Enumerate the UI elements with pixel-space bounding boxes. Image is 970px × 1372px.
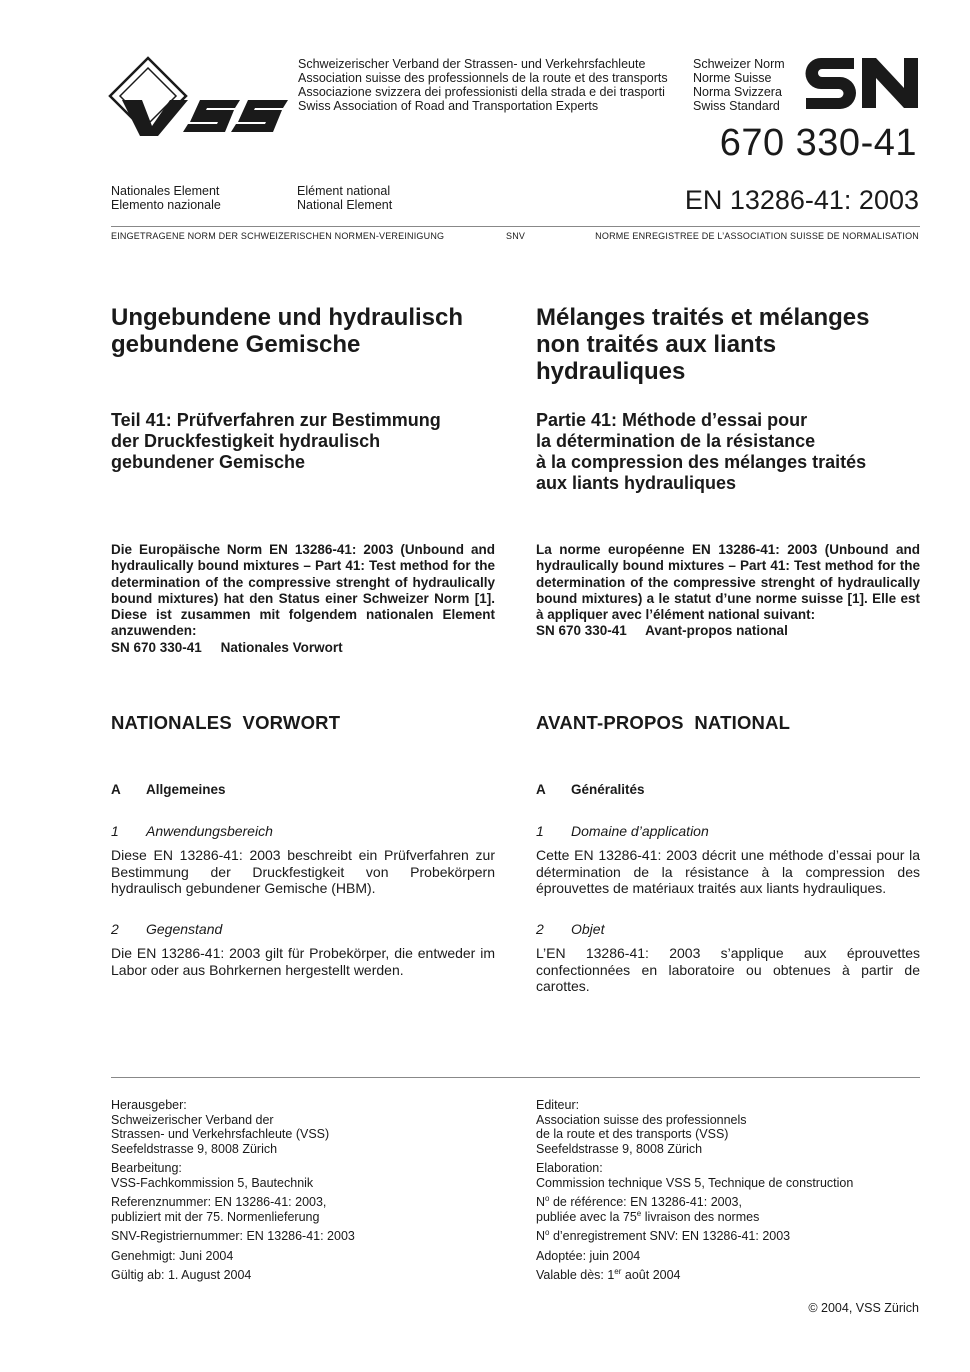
german-column bbox=[111, 304, 495, 473]
page-subtitle: Teil 41: Prüfverfahren zur Bestimmung der Druckfestigkeit hydraulisch gebundener Gemische bbox=[111, 410, 441, 472]
subsection-title: Allgemeines bbox=[146, 782, 226, 797]
clause-number: 1 bbox=[536, 823, 544, 839]
clause-title: Domaine d’application bbox=[571, 823, 709, 839]
french-intro bbox=[536, 542, 920, 640]
norm-label: Norma Svizzera bbox=[693, 85, 782, 99]
norm-labels bbox=[693, 57, 785, 113]
element-right bbox=[297, 184, 392, 212]
reference-line: Referenznummer: EN 13286-41: 2003, bbox=[111, 1195, 327, 1209]
intro-reference: SN 670 330-41 Avant-propos national bbox=[536, 623, 788, 639]
reference-line: publiée avec la 75e livraison des normes bbox=[536, 1208, 760, 1224]
copyright: © 2004, VSS Zürich bbox=[808, 1301, 919, 1315]
section-heading: AVANT-PROPOS NATIONAL bbox=[536, 712, 791, 733]
registered-mid: SNV bbox=[506, 231, 526, 241]
snv-registration: SNV-Registriernummer: EN 13286-41: 2003 bbox=[111, 1229, 355, 1243]
norm-label: Swiss Standard bbox=[693, 99, 780, 113]
approved-date: Adoptée: juin 2004 bbox=[536, 1248, 641, 1263]
element-label: Elemento nazionale bbox=[111, 198, 221, 212]
page-title: Ungebundene und hydraulisch gebundene Gemische bbox=[111, 304, 464, 358]
page-subtitle: Partie 41: Méthode d’essai pour la détermination de la résistance à la compression des mélanges traités aux liants hydrauliques bbox=[536, 410, 867, 493]
header-divider bbox=[111, 226, 920, 227]
association-line: Associazione svizzera dei professionisti della strada e dei trasporti bbox=[298, 85, 665, 99]
en-number: EN 13286-41: 2003 bbox=[684, 185, 919, 215]
norm-number: 670 330-41 bbox=[719, 122, 917, 164]
clause-heading bbox=[111, 921, 222, 937]
vss-logo bbox=[108, 56, 290, 140]
clause-number: 2 bbox=[111, 921, 119, 937]
edit-value: Commission technique VSS 5, Technique de construction bbox=[536, 1175, 854, 1190]
publisher-label: Editeur: bbox=[536, 1098, 580, 1112]
edit-label: Elaboration: bbox=[536, 1161, 603, 1175]
clause-heading bbox=[111, 823, 273, 839]
element-label: Nationales Element bbox=[111, 184, 220, 198]
footer-divider bbox=[111, 1077, 920, 1078]
reference-line: $N^o$ de référence: EN 13286-41: 2003, bbox=[536, 1194, 742, 1209]
intro-reference: SN 670 330-41 Nationales Vorwort bbox=[111, 639, 343, 655]
footer-french bbox=[536, 1098, 920, 1283]
edit-value: VSS-Fachkommission 5, Bautechnik bbox=[111, 1175, 314, 1190]
publisher-line: Association suisse des professionnels bbox=[536, 1112, 747, 1127]
registered-right: NORME ENREGISTREE DE L’ASSOCIATION SUISSE DE NORMALISATION bbox=[595, 231, 919, 241]
association-line: Swiss Association of Road and Transportation Experts bbox=[298, 99, 599, 113]
clause-text: L’EN 13286-41: 2003 s’applique aux éprouvettes confectionnées en laboratoire ou obtenues à partir de carottes. bbox=[536, 945, 920, 994]
clause-text: Diese EN 13286-41: 2003 beschreibt ein Prüfverfahren zur Bestimmung der Druckfestigkeit von Probekörpern hydraulisch gebundener Gemische (HBM). bbox=[111, 847, 495, 896]
publisher-line: de la route et des transports (VSS) bbox=[536, 1127, 729, 1141]
element-label: Elément national bbox=[297, 184, 391, 198]
norm-label: Norme Suisse bbox=[693, 71, 772, 85]
subsection-heading bbox=[111, 782, 226, 798]
clause-heading bbox=[536, 823, 709, 839]
clause-text: Die EN 13286-41: 2003 gilt für Probekörper, die entweder im Labor oder aus Bohrkernen hergestellt werden. bbox=[111, 945, 495, 978]
clause-number: 2 bbox=[536, 921, 544, 937]
publisher-line: Seefeldstrasse 9, 8008 Zürich bbox=[536, 1141, 703, 1156]
french-column bbox=[536, 304, 920, 494]
element-left bbox=[111, 184, 221, 212]
subsection-title: Généralités bbox=[571, 782, 645, 797]
approved-date: Genehmigt: Juni 2004 bbox=[111, 1248, 234, 1263]
german-intro bbox=[111, 542, 495, 656]
valid-date: Valable dès: 1er août 2004 bbox=[536, 1267, 681, 1282]
valid-date: Gültig ab: 1. August 2004 bbox=[111, 1268, 252, 1282]
subsection-letter: A bbox=[111, 782, 121, 797]
clause-number: 1 bbox=[111, 823, 119, 839]
subsection-heading bbox=[536, 782, 645, 798]
edit-label: Bearbeitung: bbox=[111, 1161, 182, 1175]
association-line: Schweizerischer Verband der Strassen- und Verkehrsfachleute bbox=[298, 57, 646, 71]
clause-heading bbox=[536, 921, 604, 937]
publisher-label: Herausgeber: bbox=[111, 1098, 187, 1112]
norm-label: Schweizer Norm bbox=[693, 57, 785, 71]
subsection-letter: A bbox=[536, 782, 546, 797]
publisher-line: Seefeldstrasse 9, 8008 Zürich bbox=[111, 1141, 278, 1156]
association-names bbox=[298, 57, 668, 113]
intro-text: La norme européenne EN 13286-41: 2003 (Unbound and hydraulically bound mixtures – Part 41: Test method for the determination of the compressive strenght of hydraulically bound mixtures) a le statut d’une norme suisse [1]. Elle est à appliquer avec l’élément national suivant: bbox=[536, 542, 920, 623]
clause-title: Anwendungsbereich bbox=[146, 823, 273, 839]
publisher-line: Strassen- und Verkehrsfachleute (VSS) bbox=[111, 1127, 330, 1141]
intro-text: Die Europäische Norm EN 13286-41: 2003 (Unbound and hydraulically bound mixtures – Part 41: Test method for the determination of the compressive strenght of hydraulically bound mixtures) hat den Status einer Schweizer Norm [1]. Diese ist zusammen mit folgendem nationalen Element anzuwenden: bbox=[111, 542, 495, 639]
clause-text: Cette EN 13286-41: 2003 décrit une méthode d’essai pour la détermination de la résistance à la compression des éprouvettes de matériaux traités aux liants hydrauliques. bbox=[536, 847, 920, 896]
page-title: Mélanges traités et mélanges non traités aux liants hydrauliques bbox=[536, 304, 870, 385]
element-label: National Element bbox=[297, 198, 393, 212]
association-line: Association suisse des professionnels de la route et des transports bbox=[298, 71, 668, 85]
publisher-line: Schweizerischer Verband der bbox=[111, 1112, 274, 1127]
reference-line: publiziert mit der 75. Normenlieferung bbox=[111, 1209, 320, 1224]
clause-title: Gegenstand bbox=[146, 921, 223, 937]
registered-left: EINGETRAGENE NORM DER SCHWEIZERISCHEN NORMEN-VEREINIGUNG bbox=[111, 231, 445, 241]
snv-registration: $N^o$ d’enregistrement SNV: EN 13286-41: 2003 bbox=[536, 1228, 791, 1243]
footer-german bbox=[111, 1098, 501, 1283]
section-heading: NATIONALES VORWORT bbox=[111, 712, 341, 733]
clause-title: Objet bbox=[571, 921, 605, 937]
sn-logo bbox=[804, 55, 920, 111]
